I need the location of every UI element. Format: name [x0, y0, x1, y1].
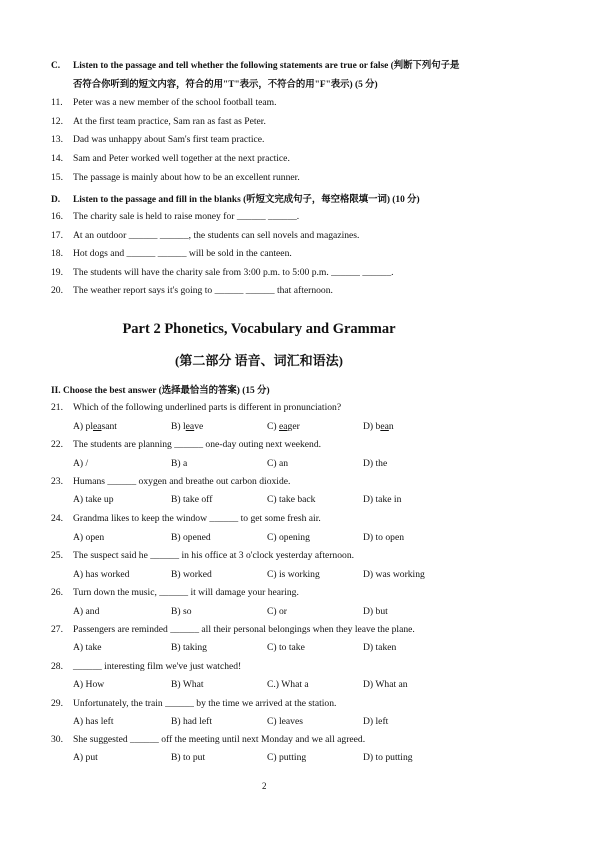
option-a[interactable]: A) has worked [73, 569, 130, 580]
question-item: 13. Dad was unhappy about Sam's first team practice. [51, 134, 265, 145]
option-d[interactable]: D) to open [363, 532, 405, 543]
section-c-letter: C. [51, 61, 61, 71]
fill-blank-item: 18. Hot dogs and ______ ______ will be sold in the canteen. [51, 248, 292, 259]
option-b[interactable]: B) had left [171, 716, 213, 727]
option-a[interactable]: A) take up [73, 494, 114, 505]
question-item: 30. She suggested ______ off the meeting until next Monday and we all agreed. [51, 734, 366, 745]
part2-title: Part 2 Phonetics, Vocabulary and Grammar [122, 321, 396, 337]
question-item: 11. Peter was a new member of the school football team. [51, 97, 277, 108]
section-c-heading [51, 57, 459, 71]
option-a[interactable]: A) / [73, 458, 89, 469]
option-a[interactable]: A) and [73, 606, 100, 617]
option-b[interactable]: B) opened [171, 532, 211, 543]
section-ii-heading: II. Choose the best answer (选择最恰当的答案) (15 分) [51, 386, 270, 396]
fill-blank-item: 17. At an outdoor ______ ______, the students can sell novels and magazines. [51, 230, 360, 241]
option-a[interactable]: A) open [73, 532, 105, 543]
option-c[interactable]: C) is working [267, 569, 320, 580]
option-a[interactable]: A) pleasant [73, 421, 117, 432]
question-item: 28. ______ interesting film we've just watched! [51, 661, 242, 672]
option-a[interactable]: A) How [73, 679, 105, 690]
question-item: 29. Unfortunately, the train ______ by the time we arrived at the station. [51, 698, 337, 709]
option-d[interactable]: D) left [363, 716, 389, 727]
option-c[interactable]: C) leaves [267, 716, 303, 727]
option-c[interactable]: C) eager [267, 421, 300, 432]
fill-blank-item: 16. The charity sale is held to raise money for ______ ______. [51, 211, 300, 222]
section-c-heading-cont: 否符合你听到的短文内容，符合的用"T"表示，不符合的用"F"表示) (5 分) [73, 80, 378, 90]
option-d[interactable]: D) was working [363, 569, 425, 580]
section-d-heading [51, 191, 420, 205]
question-item: 26. Turn down the music, ______ it will damage your hearing. [51, 587, 299, 598]
option-b[interactable]: B) worked [171, 569, 212, 580]
fill-blank-item: 19. The students will have the charity sale from 3:00 p.m. to 5:00 p.m. ______ ______. [51, 267, 394, 278]
option-a[interactable]: A) has left [73, 716, 114, 727]
question-item: 25. The suspect said he ______ in his office at 3 o'clock yesterday afternoon. [51, 550, 355, 561]
option-b[interactable]: B) a [171, 458, 188, 469]
option-b[interactable]: B) so [171, 606, 192, 617]
page-number: 2 [262, 781, 267, 791]
option-d[interactable]: D) taken [363, 642, 397, 653]
question-item: 14. Sam and Peter worked well together at the next practice. [51, 153, 290, 164]
option-c[interactable]: C) opening [267, 532, 310, 543]
option-d[interactable]: D) What an [363, 679, 408, 690]
section-d-letter: D. [51, 195, 61, 205]
option-d[interactable]: D) the [363, 458, 388, 469]
part2-subtitle: (第二部分 语音、词汇和语法) [175, 353, 343, 368]
fill-blank-item: 20. The weather report says it's going to ______ ______ that afternoon. [51, 285, 333, 296]
question-item: 12. At the first team practice, Sam ran as fast as Peter. [51, 116, 266, 127]
question-item: 22. The students are planning ______ one-day outing next weekend. [51, 439, 322, 450]
option-b[interactable]: B) to put [171, 752, 206, 763]
question-item: 15. The passage is mainly about how to be an excellent runner. [51, 172, 300, 183]
option-d[interactable]: D) take in [363, 494, 402, 505]
option-d[interactable]: D) to putting [363, 752, 413, 763]
option-b[interactable]: B) taking [171, 642, 207, 653]
option-c[interactable]: C) to take [267, 642, 305, 653]
option-b[interactable]: B) take off [171, 494, 213, 505]
option-c[interactable]: C) an [267, 458, 289, 469]
option-d[interactable]: D) bean [363, 421, 394, 432]
option-c[interactable]: C) take back [267, 494, 316, 505]
question-item: 23. Humans ______ oxygen and breathe out carbon dioxide. [51, 476, 291, 487]
option-a[interactable]: A) take [73, 642, 102, 653]
option-b[interactable]: B) leave [171, 421, 204, 432]
question-item: 27. Passengers are reminded ______ all their personal belongings when they leave the plane. [51, 624, 415, 635]
option-c[interactable]: C) putting [267, 752, 307, 763]
option-a[interactable]: A) put [73, 752, 98, 763]
option-b[interactable]: B) What [171, 679, 204, 690]
option-c[interactable]: C.) What a [267, 679, 309, 690]
option-d[interactable]: D) but [363, 606, 388, 617]
question-item: 24. Grandma likes to keep the window ______ to get some fresh air. [51, 513, 321, 524]
section-d-heading-text: Listen to the passage and fill in the blanks (听短文完成句子，每空格限填一词) (10 分) [73, 195, 420, 205]
option-c[interactable]: C) or [267, 606, 287, 617]
section-c-heading-text: Listen to the passage and tell whether the following statements are true or false (判断下列句子是 [73, 61, 460, 71]
question-item: 21. Which of the following underlined parts is different in pronunciation? [51, 402, 342, 413]
